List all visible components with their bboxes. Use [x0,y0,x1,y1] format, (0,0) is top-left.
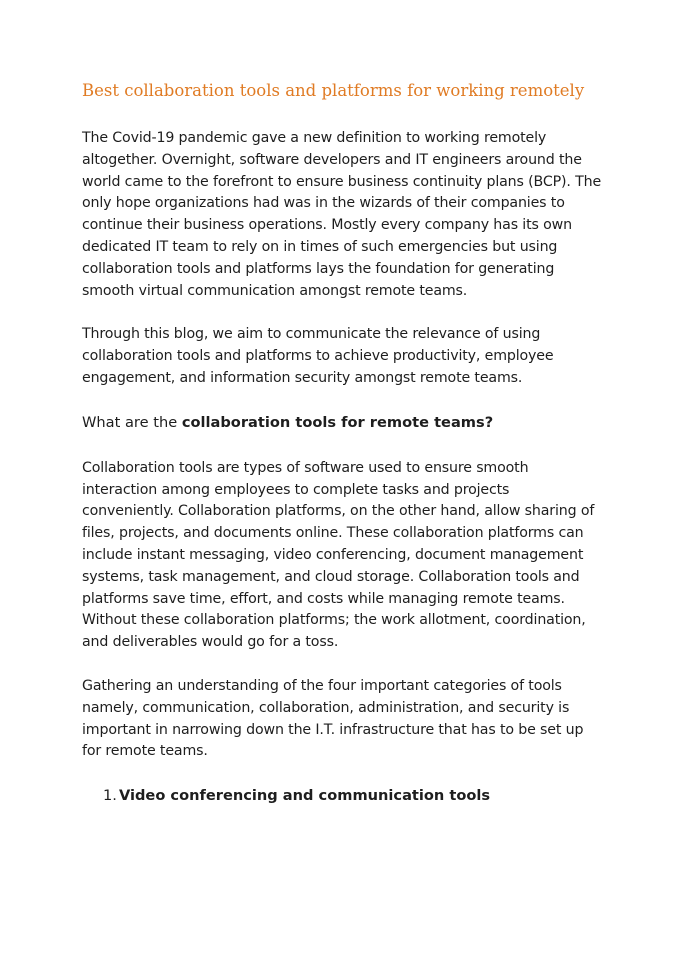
definition-paragraph: Collaboration tools are types of software used to ensure smooth interaction among employees to complete tasks and projects conveniently. Collaboration platforms, on the other hand, allow sharing of files, projects, and documents online. These collaboration platforms can include instant messaging, video conferencing, document management systems, task management, and cloud storage. Collaboration tools and platforms save time, effort, and costs while managing remote teams. Without these collaboration platforms; the work allotment, coordination, and deliverables would go for a toss. [82,459,595,651]
numbered-list [82,785,602,807]
purpose-paragraph: Through this blog, we aim to communicate the relevance of using collaboration tools and platforms to achieve productivity, employee engagement, and information security amongst remote teams. [82,326,554,386]
document-title: Best collaboration tools and platforms for working remotely [82,81,585,100]
intro-paragraph: The Covid-19 pandemic gave a new definition to working remotely altogether. Overnight, software developers and IT engineers around the world came to the forefront to ensure business continuity plans (BCP). The only hope organizations had was in the wizards of their companies to continue their business operations. Mostly every company has its own dedicated IT team to rely on in times of such emergencies but using collaboration tools and platforms lays the foundation for generating smooth virtual communication amongst remote teams. [82,130,602,299]
list-item-text: Video conferencing and communication tools [118,787,491,805]
categories-paragraph: Gathering an understanding of the four important categories of tools namely, communication, collaboration, administration, and security is important in narrowing down the I.T. infrastructure that has to be set up for remote teams. [82,677,584,760]
list-item [103,785,602,807]
list-item-number: 1. [103,787,117,805]
section-heading [82,412,602,434]
document-content [82,78,602,807]
section-heading-bold: collaboration tools for remote teams? [181,413,494,431]
section-heading-prefix: What are the [82,413,178,431]
